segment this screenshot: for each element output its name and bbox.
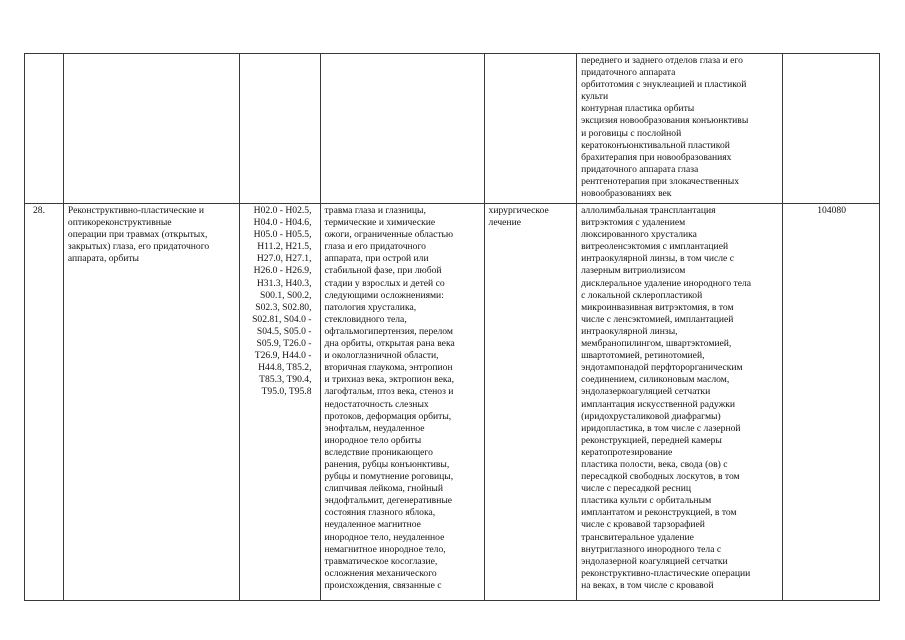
method-line: числе с ленсэктомией, имплантацией xyxy=(581,313,734,325)
method-line: пересадкой свободных лоскутов, в том xyxy=(581,471,740,483)
method-line: пластика культи с орбитальным xyxy=(581,495,712,507)
method-line: переднего и заднего отделов глаза и его xyxy=(581,55,743,66)
diagnosis-line: инородное тело орбиты xyxy=(324,434,422,446)
method-line: рентгенотерапия при злокачественных xyxy=(581,175,740,187)
diagnosis-line: следующими осложнениями: xyxy=(324,289,444,301)
treatment-line: хирургическое xyxy=(488,205,549,216)
diagnosis-line: травматическое косоглазие, xyxy=(324,555,438,567)
diagnosis-line: осложнения механического xyxy=(324,567,437,579)
code-line: T95.0, T95.8 xyxy=(261,386,312,398)
diagnosis-line: дна орбиты, открытая рана века xyxy=(324,338,455,350)
diagnosis-line: термические и химические xyxy=(324,217,436,229)
code-line: H26.0 - H26.9, xyxy=(253,265,312,277)
method-line: трансвитеральное удаление xyxy=(581,531,694,543)
diagnosis-line: ожоги, ограниченные областью xyxy=(324,229,454,241)
diagnosis-line: неудаленное магнитное xyxy=(324,519,421,531)
method-line: интраокулярной линзы, xyxy=(581,325,678,337)
method-line: реконструкцией, передней камеры xyxy=(581,434,722,446)
code-line: T85.3, T90.4, xyxy=(259,374,312,386)
cell-treatment-empty xyxy=(484,54,577,204)
diagnosis-line: стекловидного тела, xyxy=(324,313,407,325)
diagnosis-line: происхождения, связанные с xyxy=(324,579,442,591)
name-line: аппарата, орбиты xyxy=(67,253,139,265)
code-line: S04.5, S05.0 - xyxy=(256,325,312,337)
method-line: новообразованиях век xyxy=(581,188,672,200)
code-line: S05.9, T26.0 - xyxy=(256,338,312,350)
cell-icd-codes xyxy=(239,204,320,601)
method-line: мембранопилингом, швартэктомией, xyxy=(581,338,732,350)
code-line: S00.1, S00.2, xyxy=(260,289,312,301)
code-line: S02.81, S04.0 - xyxy=(252,313,312,325)
name-line: оптикореконструктивные xyxy=(67,217,172,229)
method-line: соединением, силиконовым маслом, xyxy=(581,374,730,386)
cell-number-empty xyxy=(25,54,64,204)
diagnosis-line: немагнитное инородное тело, xyxy=(324,543,446,555)
diagnosis-line: состояния глазного яблока, xyxy=(324,507,436,519)
diagnosis-line: протоков, деформация орбиты, xyxy=(324,410,452,422)
method-line: иридопластика, в том числе с лазерной xyxy=(581,422,741,434)
cell-diagnosis-empty xyxy=(320,54,484,204)
method-line: числе с кровавой тарзорафией xyxy=(581,519,705,531)
method-line: люксированного хрусталика xyxy=(581,229,697,241)
diagnosis-line: рубцы и помутнение роговицы, xyxy=(324,471,454,483)
diagnosis-line: и окологлазничной области, xyxy=(324,350,439,362)
method-line: витреоленсэктомия с имплантацией xyxy=(581,241,729,253)
method-line: имплантатом и реконструкцией, в том xyxy=(581,507,737,519)
diagnosis-line: офтальмогипертензия, перелом xyxy=(324,325,453,337)
code-line: H02.0 - H02.5, xyxy=(253,205,312,216)
method-line: пластика полости, века, свода (ов) с xyxy=(581,458,728,470)
code-line: T26.9, H44.0 - xyxy=(254,350,312,362)
code-line: S02.3, S02.80, xyxy=(255,301,312,313)
method-line: внутриглазного инородного тела с xyxy=(581,543,722,555)
method-line: кератопротезирование xyxy=(581,446,673,458)
method-line: орбитотомия с энуклеацией и пластикой xyxy=(581,79,747,91)
cell-price: 104080 xyxy=(783,204,880,601)
diagnosis-line: вторичная глаукома, энтропион xyxy=(324,362,453,374)
code-line: H27.0, H27.1, xyxy=(256,253,312,265)
diagnosis-line: стадии у взрослых и детей со xyxy=(324,277,445,289)
diagnosis-line: глаза и его придаточного xyxy=(324,241,426,253)
document-table-page xyxy=(24,53,880,598)
method-line: и роговицы с послойной xyxy=(581,127,682,139)
code-line: H11.2, H21.5, xyxy=(257,241,312,253)
method-line: эндотампонадой перфторорганическим xyxy=(581,362,743,374)
diagnosis-line: ранения, рубцы конъюнктивы, xyxy=(324,458,450,470)
code-line: H04.0 - H04.6, xyxy=(253,217,312,229)
diagnosis-line: инородное тело, неудаленное xyxy=(324,531,445,543)
method-line: (иридохрусталиковой диафрагмы) xyxy=(581,410,721,422)
method-line: эндолазеркоагуляцией сетчатки xyxy=(581,386,711,398)
diagnosis-line: энофтальм, неудаленное xyxy=(324,422,425,434)
diagnosis-line: патология хрусталика, xyxy=(324,301,417,313)
row-number: 28. xyxy=(25,204,64,601)
method-line: эксцизия новообразования конъюнктивы xyxy=(581,115,749,127)
diagnosis-line: слипчивая лейкома, гнойный xyxy=(324,483,443,495)
code-line: H44.8, T85.2, xyxy=(258,362,312,374)
method-line: микроинвазивная витрэктомия, в том xyxy=(581,301,734,313)
method-line: культи xyxy=(581,91,609,103)
method-line: витрэктомия с удалением xyxy=(581,217,686,229)
method-line: с локальной склеропластикой xyxy=(581,289,703,301)
cell-codes-empty xyxy=(239,54,320,204)
diagnosis-line: аппарата, при острой или xyxy=(324,253,429,265)
medical-care-table xyxy=(24,53,880,601)
treatment-line: лечение xyxy=(488,217,521,229)
code-line: H05.0 - H05.5, xyxy=(253,229,312,241)
cell-price-empty xyxy=(783,54,880,204)
method-line: числе с пересадкой ресниц xyxy=(581,483,692,495)
cell-methods xyxy=(577,54,783,204)
diagnosis-line: вследствие проникающего xyxy=(324,446,433,458)
table-row xyxy=(25,204,880,601)
method-line: лазерным витриолизисом xyxy=(581,265,686,277)
code-line: H31.3, H40.3, xyxy=(256,277,312,289)
method-line: реконструктивно-пластические операции xyxy=(581,567,751,579)
diagnosis-line: травма глаза и глазницы, xyxy=(324,205,426,216)
method-line: придаточного аппарата глаза xyxy=(581,163,699,175)
cell-methods xyxy=(577,204,783,601)
method-line: контурная пластика орбиты xyxy=(581,103,695,115)
method-line: швартотомией, ретинотомией, xyxy=(581,350,705,362)
method-line: эндолазерной коагуляцией сетчатки xyxy=(581,555,728,567)
method-line: на веках, в том числе с кровавой xyxy=(581,579,714,591)
diagnosis-line: эндофтальмит, дегенеративные xyxy=(324,495,453,507)
diagnosis-line: недостаточность слезных xyxy=(324,398,429,410)
cell-name-empty xyxy=(63,54,239,204)
table-row xyxy=(25,54,880,204)
method-line: дисклеральное удаление инородного тела xyxy=(581,277,752,289)
diagnosis-line: стабильной фазе, при любой xyxy=(324,265,442,277)
diagnosis-line: и трихиаз века, эктропион века, xyxy=(324,374,455,386)
method-line: брахитерапия при новообразованиях xyxy=(581,151,732,163)
cell-name xyxy=(63,204,239,601)
method-line: интраокулярной линзы, в том числе с xyxy=(581,253,734,265)
cell-diagnosis xyxy=(320,204,484,601)
cell-treatment-type xyxy=(484,204,577,601)
name-line: Реконструктивно-пластические и xyxy=(67,205,204,216)
method-line: имплантация искусственной радужки xyxy=(581,398,736,410)
diagnosis-line: лагофтальм, птоз века, стеноз и xyxy=(324,386,454,398)
method-line: кератоконъюнктивальной пластикой xyxy=(581,139,730,151)
method-line: аллолимбальная трансплантация xyxy=(581,205,716,216)
name-line: закрытых) глаза, его придаточного xyxy=(67,241,210,253)
method-line: придаточного аппарата xyxy=(581,67,676,79)
name-line: операции при травмах (открытых, xyxy=(67,229,208,241)
